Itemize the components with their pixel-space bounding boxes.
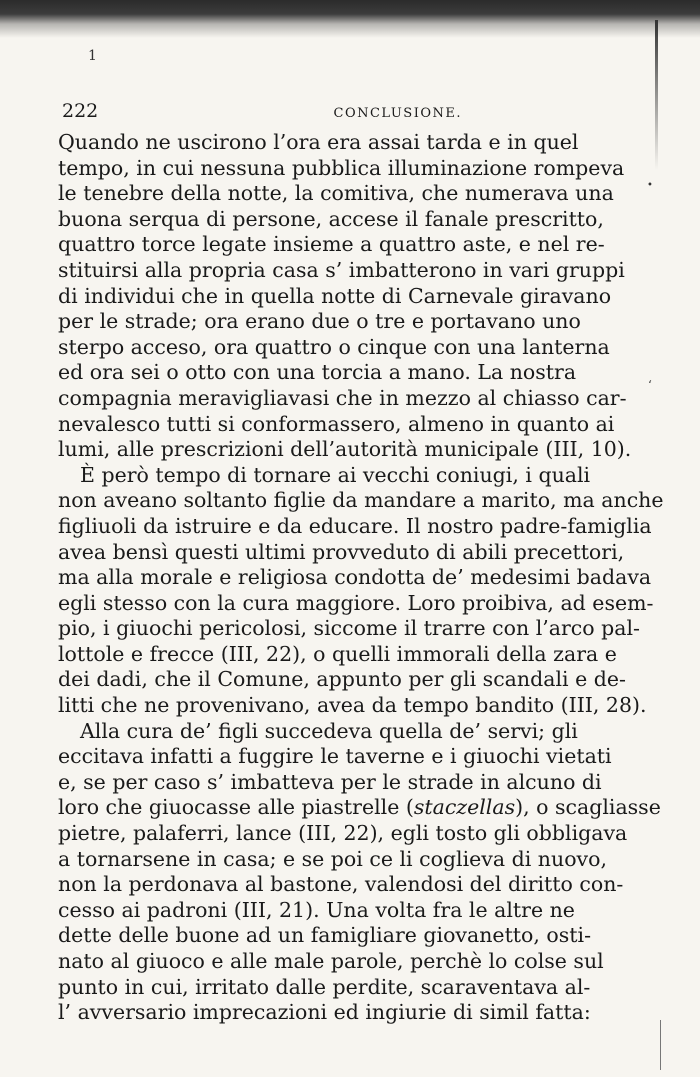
text-line: stituirsi alla propria casa s’ imbatterono in vari gruppi — [58, 257, 625, 282]
speck-mark: • — [647, 180, 653, 191]
running-head: CONCLUSIONE. — [333, 106, 462, 121]
text-line: quattro torce legate insieme a quattro aste, e nel re- — [58, 232, 605, 257]
text-line: litti che ne provenivano, avea da tempo bandito (III, 28). — [58, 693, 647, 718]
text-line: loro che giuocasse alle piastrelle (staczellas), o scagliasse — [58, 795, 661, 820]
page-edge-shadow — [655, 20, 658, 170]
text-line: non la perdonava al bastone, valendosi del diritto con- — [58, 872, 624, 897]
text-line: pietre, palaferri, lance (III, 22), egli tosto gli obbligava — [58, 821, 628, 846]
text-line: È però tempo di tornare ai vecchi coniugi, i quali — [80, 462, 591, 487]
page-top-shadow — [0, 0, 700, 38]
book-page — [58, 100, 664, 1026]
text-line: di individui che in quella notte di Carnevale giravano — [58, 283, 612, 308]
text-line: lumi, alle prescrizioni dell’autorità municipale (III, 10). — [58, 437, 632, 462]
text-line: cesso ai padroni (III, 21). Una volta fra le altre ne — [58, 897, 575, 922]
text-line: Quando ne uscirono l’ora era assai tarda e in quel — [58, 130, 579, 154]
text-line: a tornarsene in casa; e se poi ce li coglieva di nuovo, — [58, 846, 607, 871]
text-line: dette delle buone ad un famigliare giovanetto, osti- — [58, 923, 591, 948]
text-line: pio, i giuochi pericolosi, siccome il trarre con l’arco pal- — [58, 616, 640, 641]
text-line: ed ora sei o otto con una torcia a mano. La nostra — [58, 360, 577, 385]
text-line: sterpo acceso, ora quattro o cinque con una lanterna — [58, 334, 610, 359]
text-line: lottole e frecce (III, 22), o quelli immorali della zara e — [58, 641, 617, 666]
text-line: buona serqua di persone, accese il fanale prescritto, — [58, 206, 604, 231]
text-line: punto in cui, irritato dalle perdite, scaraventava al- — [58, 974, 591, 999]
text-line: compagnia meravigliavasi che in mezzo al chiasso car- — [58, 385, 627, 410]
margin-mark: 1 — [88, 48, 97, 64]
text-line: Alla cura de’ figli succedeva quella de’ servi; gli — [80, 718, 578, 743]
text-line: tempo, in cui nessuna pubblica illuminazione rompeva — [58, 155, 625, 180]
text-line: nevalesco tutti si conformassero, almeno in quanto ai — [58, 411, 615, 436]
italic-term: staczellas — [413, 795, 516, 820]
text-line: eccitava infatti a fuggire le taverne e i giuochi vietati — [58, 744, 612, 769]
text-line: e, se per caso s’ imbatteva per le strade in alcuno di — [58, 769, 602, 794]
text-line: egli stesso con la cura maggiore. Loro proibiva, ad esem- — [58, 590, 654, 615]
text-line: l’ avversario imprecazioni ed ingiurie di simil fatta: — [58, 1000, 591, 1025]
page-number: 222 — [62, 100, 99, 122]
body-text — [58, 130, 664, 1026]
text-line: le tenebre della notte, la comitiva, che numerava una — [58, 181, 614, 206]
page-header — [62, 100, 542, 130]
speck-mark: ʻ — [648, 378, 652, 392]
edge-line — [660, 1020, 661, 1070]
text-line: nato al giuoco e alle male parole, perchè lo colse sul — [58, 949, 604, 973]
text-line: avea bensì questi ultimi provveduto di abili precettori, — [58, 539, 625, 564]
text-line: dei dadi, che il Comune, appunto per gli scandali e de- — [58, 667, 626, 692]
text-line: ma alla morale e religiosa condotta de’ medesimi badava — [58, 565, 652, 590]
text-line: non aveano soltanto figlie da mandare a marito, ma anche — [58, 488, 664, 513]
text-line: per le strade; ora erano due o tre e portavano uno — [58, 309, 581, 334]
text-line: figliuoli da istruire e da educare. Il nostro padre-famiglia — [58, 513, 652, 538]
